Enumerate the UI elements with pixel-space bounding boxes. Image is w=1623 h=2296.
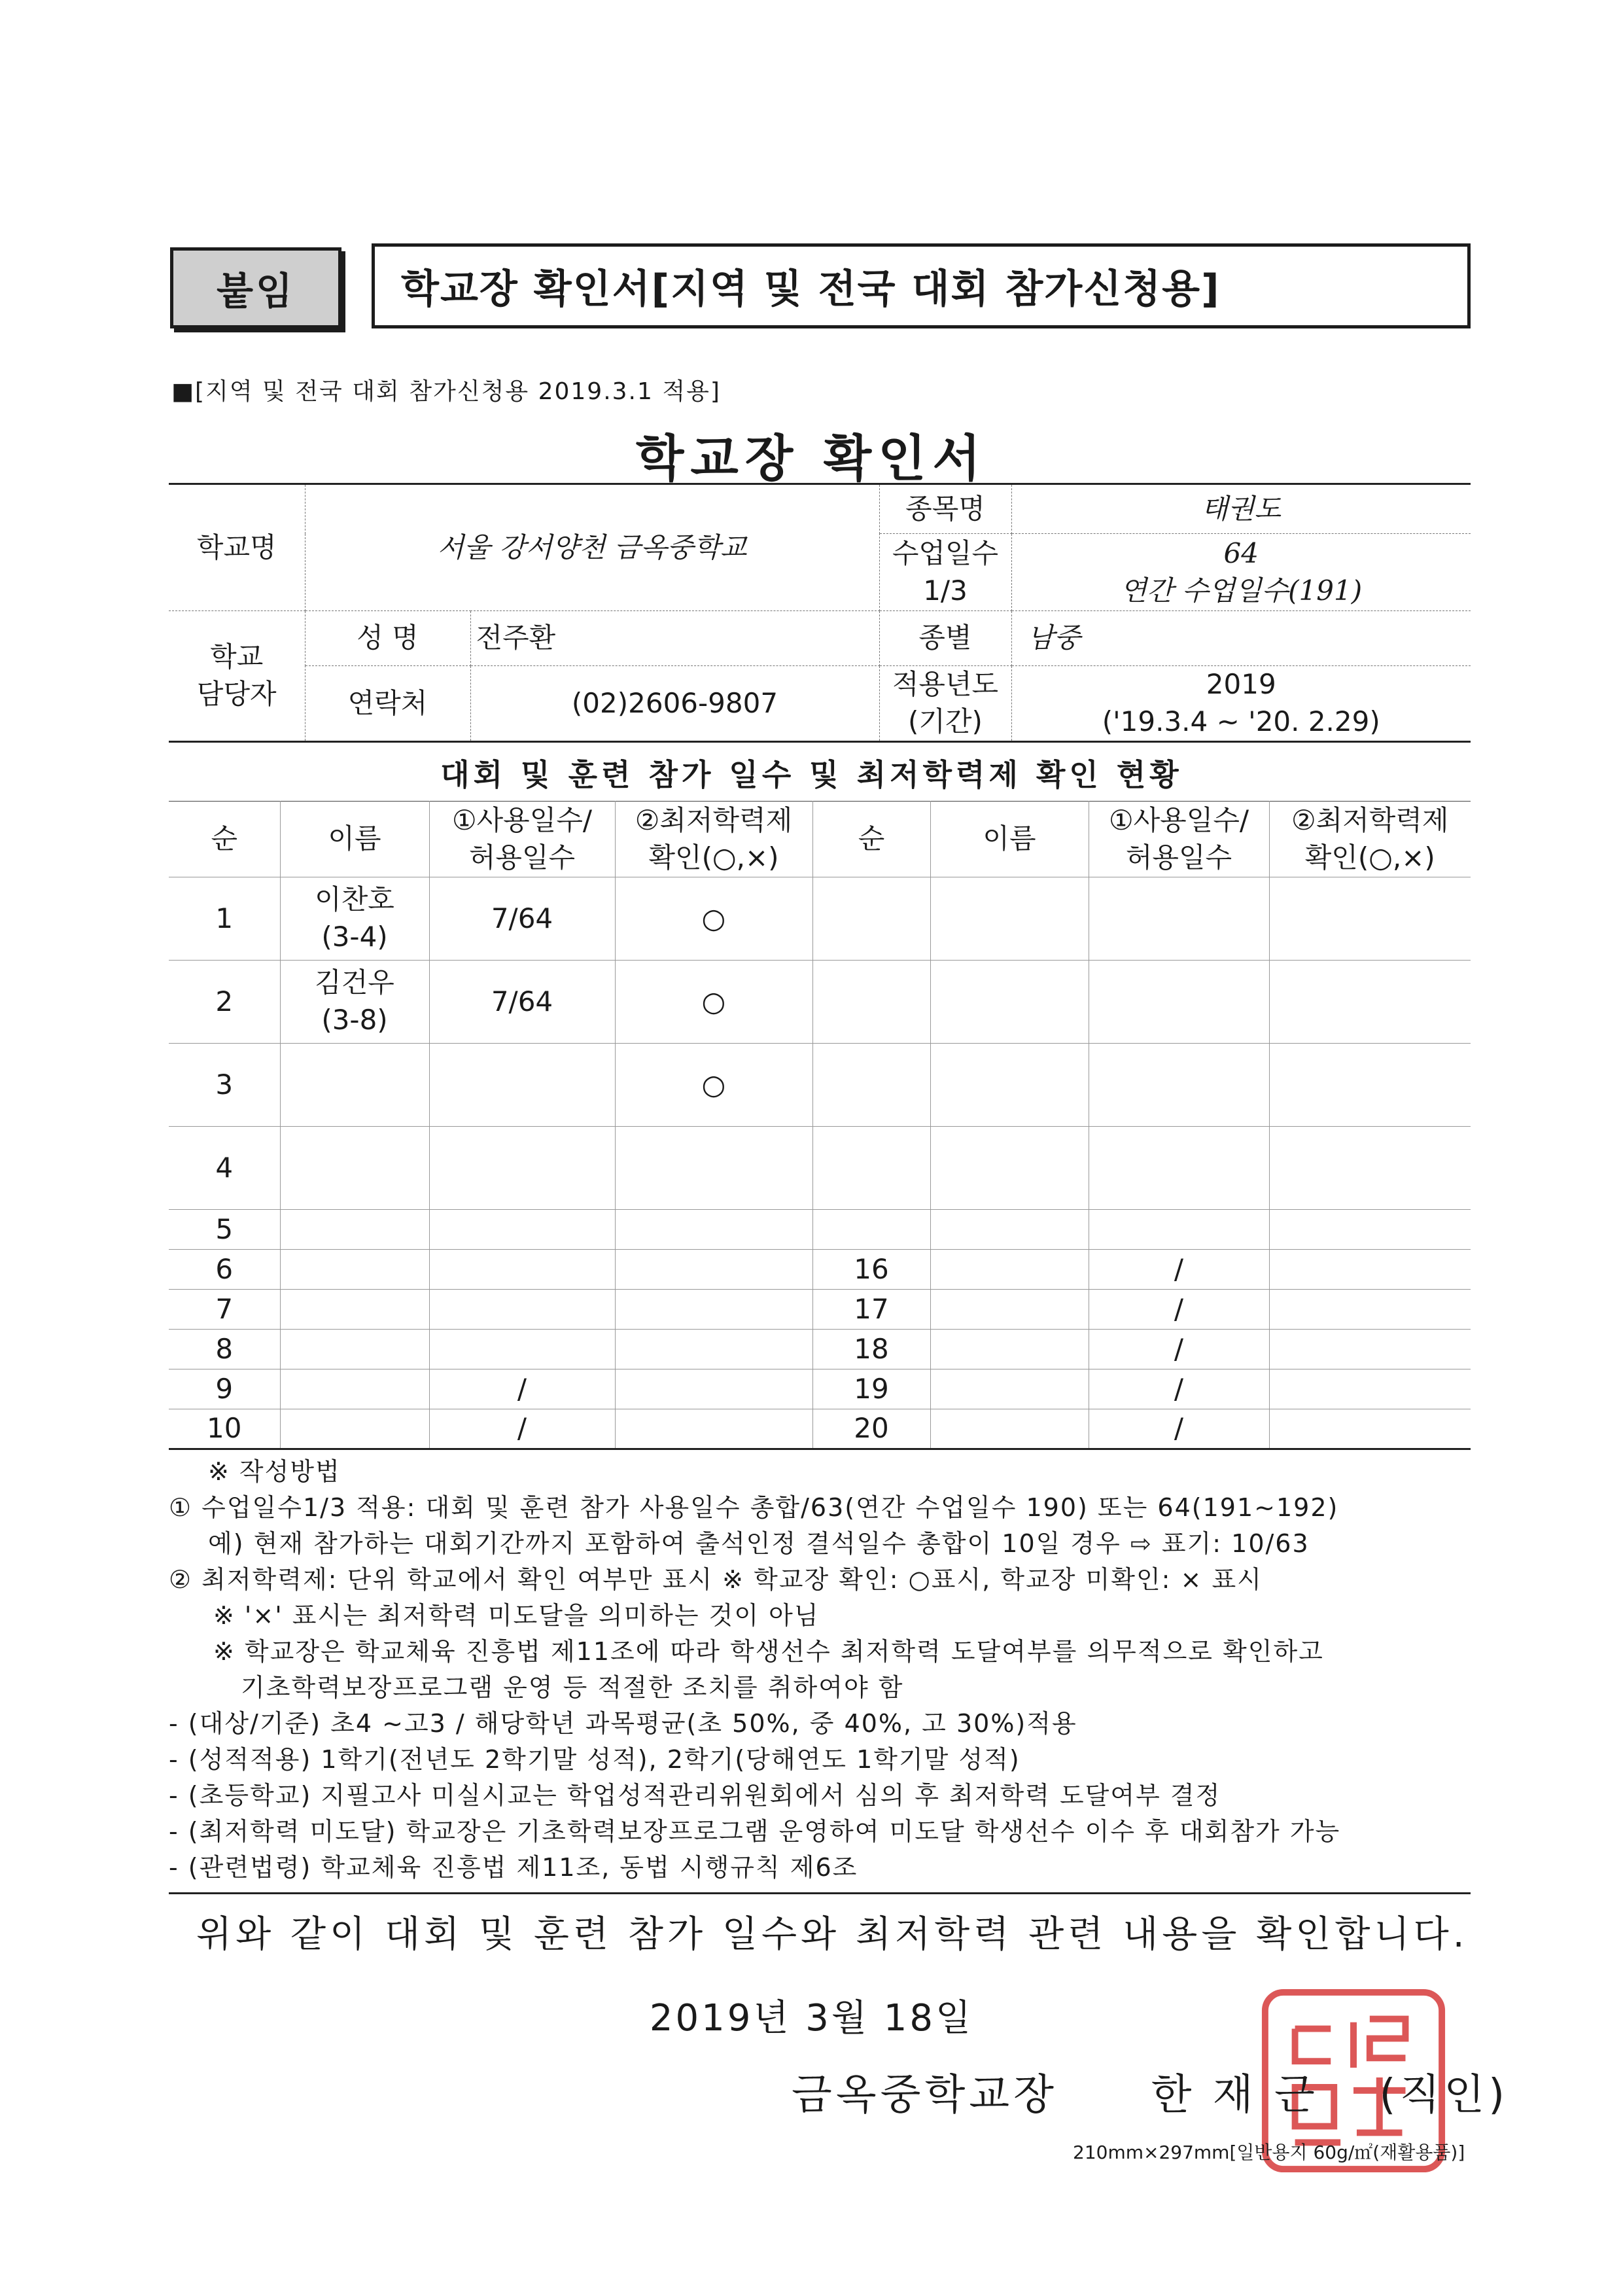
row-no: 5: [169, 1210, 280, 1250]
note-line: - (성적적용) 1학기(전년도 2학기말 성적), 2학기(당해연도 1학기말 성적): [169, 1745, 1021, 1774]
row-name-right: [930, 1044, 1089, 1127]
row-name-right: [930, 1369, 1089, 1409]
student-class: (3-4): [321, 921, 388, 953]
row-name-right: [930, 1250, 1089, 1290]
table-row: [169, 1210, 1471, 1250]
annual-days: 연간 수업일수(191): [1120, 574, 1363, 607]
row-name: [280, 1044, 429, 1127]
row-no-right: 19: [812, 1369, 930, 1409]
manager-label-line1: 학교: [210, 641, 264, 673]
row-no: 9: [169, 1369, 280, 1409]
col-min-academic-right-line2: 확인(○,×): [1304, 841, 1435, 874]
row-days-right: /: [1089, 1330, 1269, 1369]
table-row: [169, 1290, 1471, 1330]
row-days-right: [1089, 1044, 1269, 1127]
row-days-right: [1089, 1210, 1269, 1250]
row-check: ○: [615, 1044, 812, 1127]
row-check: [615, 1330, 812, 1369]
row-check-right: [1269, 1250, 1471, 1290]
divider: [169, 1892, 1471, 1894]
row-no-right: 17: [812, 1290, 930, 1330]
student-name: 김건우: [315, 966, 394, 999]
form-subtitle: ■[지역 및 전국 대회 참가신청용 2019.3.1 적용]: [171, 378, 721, 405]
manager-label: [169, 611, 305, 742]
row-days-right: [1089, 961, 1269, 1044]
apply-year-label-line2: (기간): [908, 705, 983, 737]
row-no-right: [812, 1210, 930, 1250]
row-no-right: 18: [812, 1330, 930, 1369]
row-no-right: [812, 1127, 930, 1210]
manager-label-line2: 담당자: [196, 678, 277, 710]
note-line: ① 수업일수1/3 적용: 대회 및 훈련 참가 사용일수 총합/63(연간 수업일수 190) 또는 64(191~192): [169, 1493, 1339, 1522]
table-row: [169, 1250, 1471, 1290]
row-days: [429, 1290, 615, 1330]
paper-spec: 210mm×297mm[일반용지 60g/㎡(재활용품)]: [1073, 2142, 1465, 2163]
row-days-right: [1089, 877, 1269, 961]
row-days: [429, 1250, 615, 1290]
col-min-academic-right: [1269, 802, 1471, 877]
row-days-right: /: [1089, 1290, 1269, 1330]
confirmation-statement: 위와 같이 대회 및 훈련 참가 일수와 최저학력 관련 내용을 확인합니다.: [196, 1913, 1469, 1956]
principal-name: 한 재 근: [1151, 2071, 1319, 2119]
row-name-right: [930, 1290, 1089, 1330]
col-days-used-right-line2: 허용일수: [1125, 841, 1232, 874]
table-row: [169, 1409, 1471, 1449]
row-name-right: [930, 1409, 1089, 1449]
col-days-used-line2: 허용일수: [468, 841, 576, 874]
apply-year-label-line1: 적용년도: [892, 668, 999, 701]
row-no: 7: [169, 1290, 280, 1330]
row-name: [280, 1127, 429, 1210]
row-name: [280, 1409, 429, 1449]
row-check-right: [1269, 1210, 1471, 1250]
signature-line: [792, 2061, 1509, 2121]
sport-label: 종목명: [879, 484, 1011, 534]
row-days: /: [429, 1369, 615, 1409]
col-min-academic: [615, 802, 812, 877]
col-name: 이름: [280, 802, 429, 877]
row-name-right: [930, 877, 1089, 961]
contact-value: (02)2606-9807: [470, 666, 879, 742]
row-no-right: 20: [812, 1409, 930, 1449]
note-line: - (관련법령) 학교체육 진흥법 제11조, 동법 시행규칙 제6조: [169, 1853, 858, 1882]
apply-year-value: [1011, 666, 1471, 742]
contact-label: 연락처: [305, 666, 470, 742]
row-name-right: [930, 1127, 1089, 1210]
row-name: [280, 1210, 429, 1250]
school-days-label-line2: 1/3: [923, 574, 968, 607]
row-check-right: [1269, 877, 1471, 961]
note-line: ② 최저학력제: 단위 학교에서 확인 여부만 표시 ※ 학교장 확인: ○표시, 학교장 미확인: × 표시: [169, 1565, 1263, 1594]
table-row: [169, 877, 1471, 961]
note-line: - (초등학교) 지필고사 미실시교는 학업성적관리위원회에서 심의 후 최저학력 도달여부 결정: [169, 1781, 1221, 1810]
row-name: [280, 1290, 429, 1330]
table-row: [169, 1127, 1471, 1210]
table-row: [169, 1330, 1471, 1369]
row-name: [280, 1369, 429, 1409]
apply-year-label: [879, 666, 1011, 742]
apply-year: 2019: [1206, 668, 1276, 701]
school-name-label: 학교명: [169, 484, 305, 611]
row-no-right: 16: [812, 1250, 930, 1290]
school-days-label: [879, 534, 1011, 611]
row-days: /: [429, 1409, 615, 1449]
col-no-right: 순: [812, 802, 930, 877]
col-days-used-line1: ①사용일수/: [451, 804, 593, 836]
row-name-right: [930, 961, 1089, 1044]
table-row: [169, 1044, 1471, 1127]
row-name-right: [930, 1210, 1089, 1250]
school-days-label-line1: 수업일수: [892, 537, 999, 569]
row-check-right: [1269, 961, 1471, 1044]
row-name: [280, 877, 429, 961]
sport-value: 태권도: [1011, 484, 1471, 534]
row-days: 7/64: [429, 877, 615, 961]
status-header-row: [169, 802, 1471, 877]
status-title: 대회 및 훈련 참가 일수 및 최저학력제 확인 현황: [440, 757, 1183, 792]
row-days: [429, 1330, 615, 1369]
allowed-days: 64: [1223, 537, 1259, 569]
row-check: ○: [615, 877, 812, 961]
row-name: [280, 1330, 429, 1369]
note-line: 기초학력보장프로그램 운영 등 적절한 조치를 취하여야 함: [241, 1673, 904, 1702]
school-name-value: 서울 강서양천 금옥중학교: [305, 484, 879, 611]
note-line: ※ 학교장은 학교체육 진흥법 제11조에 따라 학생선수 최저학력 도달여부를 의무적으로 확인하고: [213, 1637, 1324, 1666]
student-name: 이찬호: [315, 883, 394, 916]
school-days-value: [1011, 534, 1471, 611]
col-no: 순: [169, 802, 280, 877]
row-days: 7/64: [429, 961, 615, 1044]
row-days-right: /: [1089, 1409, 1269, 1449]
row-check: [615, 1210, 812, 1250]
row-check: [615, 1290, 812, 1330]
col-name-right: 이름: [930, 802, 1089, 877]
row-no: 10: [169, 1409, 280, 1449]
apply-period: ('19.3.4 ~ '20. 2.29): [1102, 705, 1380, 737]
header-title: 학교장 확인서[지역 및 전국 대회 참가신청용]: [372, 243, 1471, 328]
note-line: 예) 현재 참가하는 대회기간까지 포함하여 출석인정 결석일수 총합이 10일 경우 ⇨ 표기: 10/63: [208, 1529, 1310, 1558]
status-table: [169, 801, 1471, 1450]
row-check-right: [1269, 1290, 1471, 1330]
col-min-academic-line2: 확인(○,×): [648, 841, 779, 874]
note-line: - (대상/기준) 초4 ~고3 / 해당학년 과목평균(초 50%, 중 40%, 고 30%)적용: [169, 1709, 1077, 1738]
row-no: 3: [169, 1044, 280, 1127]
row-check: ○: [615, 961, 812, 1044]
row-days: [429, 1210, 615, 1250]
gender-label: 종별: [879, 611, 1011, 666]
student-class: (3-8): [321, 1004, 388, 1036]
col-days-used: [429, 802, 615, 877]
row-days-right: /: [1089, 1369, 1269, 1409]
document-date: 2019년 3월 18일: [649, 1997, 974, 2040]
attachment-tag: 붙임: [170, 247, 341, 328]
row-name-right: [930, 1330, 1089, 1369]
col-min-academic-right-line1: ②최저학력제: [1291, 804, 1449, 836]
row-no: 2: [169, 961, 280, 1044]
row-check: [615, 1409, 812, 1449]
row-no-right: [812, 961, 930, 1044]
row-days: [429, 1127, 615, 1210]
row-name: [280, 961, 429, 1044]
row-no-right: [812, 877, 930, 961]
writing-instructions: [169, 1454, 1477, 1886]
gender-value: 남중: [1011, 611, 1471, 666]
col-min-academic-line1: ②최저학력제: [635, 804, 793, 836]
row-no: 4: [169, 1127, 280, 1210]
document-title: 학교장 확인서: [636, 429, 987, 487]
row-check: [615, 1127, 812, 1210]
row-no: 1: [169, 877, 280, 961]
note-heading: ※ 작성방법: [208, 1457, 341, 1486]
manager-name-value: 전주환: [470, 611, 879, 666]
row-days-right: /: [1089, 1250, 1269, 1290]
col-days-used-right: [1089, 802, 1269, 877]
info-table: [169, 483, 1471, 743]
row-days: [429, 1044, 615, 1127]
col-days-used-right-line1: ①사용일수/: [1108, 804, 1249, 836]
manager-name-label: 성 명: [305, 611, 470, 666]
note-line: ※ '×' 표시는 최저학력 미도달을 의미하는 것이 아님: [213, 1601, 820, 1630]
row-no-right: [812, 1044, 930, 1127]
row-check-right: [1269, 1369, 1471, 1409]
row-check-right: [1269, 1409, 1471, 1449]
row-no: 8: [169, 1330, 280, 1369]
row-check: [615, 1369, 812, 1409]
row-check: [615, 1250, 812, 1290]
seal-note: (직인): [1379, 2071, 1509, 2119]
note-line: - (최저학력 미도달) 학교장은 기초학력보장프로그램 운영하여 미도달 학생선수 이수 후 대회참가 가능: [169, 1817, 1341, 1846]
row-days-right: [1089, 1127, 1269, 1210]
row-check-right: [1269, 1044, 1471, 1127]
row-name: [280, 1250, 429, 1290]
table-row: [169, 1369, 1471, 1409]
principal-title: 금옥중학교장: [792, 2071, 1058, 2119]
row-no: 6: [169, 1250, 280, 1290]
row-check-right: [1269, 1330, 1471, 1369]
table-row: [169, 961, 1471, 1044]
row-check-right: [1269, 1127, 1471, 1210]
